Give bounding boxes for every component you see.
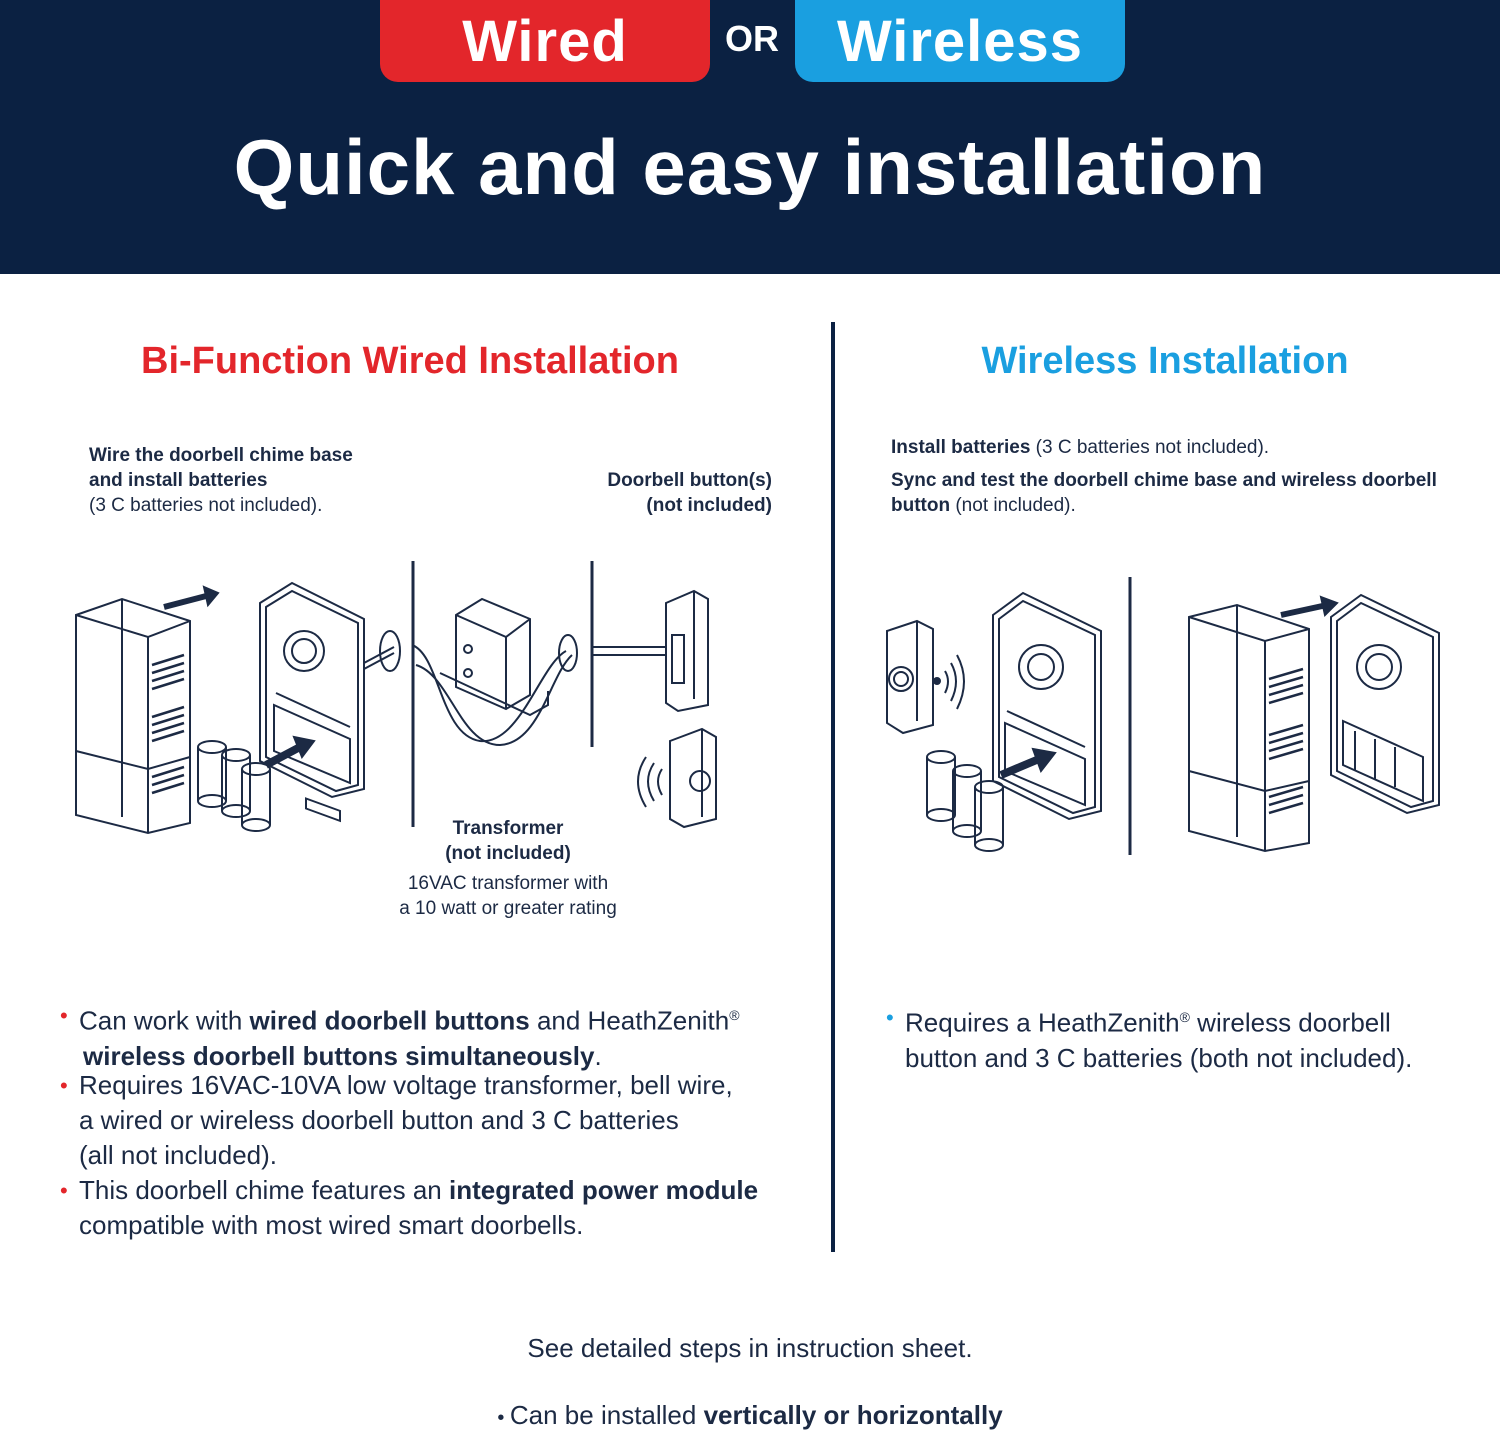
wireless-section-title: Wireless Installation [981, 340, 1349, 382]
transformer-caption [380, 816, 636, 921]
wireless-installation-diagram [875, 575, 1455, 865]
bullet-text: Requires a HeathZenith [905, 1007, 1180, 1038]
bullet-bold: vertically or horizontally [703, 1400, 1003, 1430]
chime-base-with-batteries-illustration [1331, 595, 1439, 813]
instruction-note: See detailed steps in instruction sheet. [527, 1333, 973, 1363]
batteries-illustration [927, 751, 1003, 851]
footer-bullet [0, 1400, 1500, 1431]
wireless-pill [795, 0, 1125, 82]
bullet-text: Can work with [79, 1005, 250, 1036]
bullet-bold: wired doorbell buttons [249, 1005, 530, 1036]
wireless-caption-1 [891, 435, 1471, 460]
transformer-caption-line3: 16VAC transformer with [407, 873, 609, 894]
chime-base-illustration [993, 593, 1101, 819]
wired-section-title: Bi-Function Wired Installation [141, 340, 679, 382]
bullet-bold: integrated power module [448, 1175, 759, 1205]
caption-text: (not included). [950, 495, 1076, 516]
bullet-text: Can be installed [509, 1400, 704, 1430]
wireless-caption-2 [891, 468, 1471, 518]
caption-bold: button [891, 495, 951, 516]
wireless-bullet-1 [886, 1000, 1476, 1076]
button-caption-line2: (not included) [646, 495, 772, 516]
wired-label: Wired [462, 8, 628, 74]
wired-installation-diagram [60, 555, 800, 845]
chime-caption-line3: (3 C batteries not included). [89, 495, 323, 516]
bullet-text: This doorbell chime features an [79, 1175, 449, 1205]
or-label: OR [725, 18, 779, 59]
bullet-dot: • [886, 1005, 894, 1030]
bullet-dot: • [497, 1407, 510, 1429]
bullet-dot: • [60, 1178, 68, 1203]
transformer-caption-line4: a 10 watt or greater rating [399, 898, 617, 919]
chime-base-illustration [260, 583, 364, 821]
bullet-text: . [594, 1040, 602, 1071]
wired-bullet-3 [60, 1173, 820, 1243]
section-divider [831, 322, 835, 1252]
transformer-caption-line2: (not included) [445, 843, 571, 864]
bullet-dot: • [60, 1073, 68, 1098]
button-caption-line1: Doorbell button(s) [607, 470, 772, 491]
caption-bold: Sync and test the doorbell chime base and wireless doorbell [891, 470, 1437, 491]
caption-bold: Install batteries [891, 437, 1031, 458]
caption-text: (3 C batteries not included). [1030, 437, 1270, 458]
bullet-text: wireless doorbell [1189, 1007, 1391, 1038]
transformer-caption-line1: Transformer [452, 818, 564, 839]
wireless-label: Wireless [836, 8, 1084, 74]
bullet-text: compatible with most wired smart doorbells. [79, 1210, 584, 1240]
wireless-doorbell-button-illustration [638, 729, 716, 827]
bullet-dot: • [60, 1003, 68, 1028]
chime-caption-line1: Wire the doorbell chime base [89, 445, 353, 466]
chime-caption [89, 443, 409, 518]
bullet-text: (all not included). [79, 1140, 277, 1170]
chime-cover-illustration [1189, 605, 1309, 851]
bullet-text: a wired or wireless doorbell button and 3 C batteries [79, 1105, 679, 1135]
bullet-bold: wireless doorbell buttons simultaneously [83, 1040, 595, 1071]
wireless-doorbell-button-illustration [887, 621, 964, 733]
button-caption [560, 468, 772, 518]
wired-pill [380, 0, 710, 82]
page-title: Quick and easy installation [233, 123, 1267, 211]
chime-caption-line2: and install batteries [89, 470, 268, 491]
chime-cover-illustration [76, 599, 190, 833]
wired-bullet-1 [60, 998, 820, 1074]
wired-bullet-2 [60, 1068, 820, 1173]
bullet-text: and HeathZenith [529, 1005, 730, 1036]
registered-mark: ® [1179, 1009, 1190, 1025]
bullet-text: Requires 16VAC-10VA low voltage transformer, bell wire, [79, 1070, 733, 1100]
wired-doorbell-button-illustration [666, 591, 708, 711]
registered-mark: ® [729, 1007, 740, 1023]
header-banner [0, 0, 1500, 274]
bullet-text: button and 3 C batteries (both not included). [905, 1042, 1413, 1073]
